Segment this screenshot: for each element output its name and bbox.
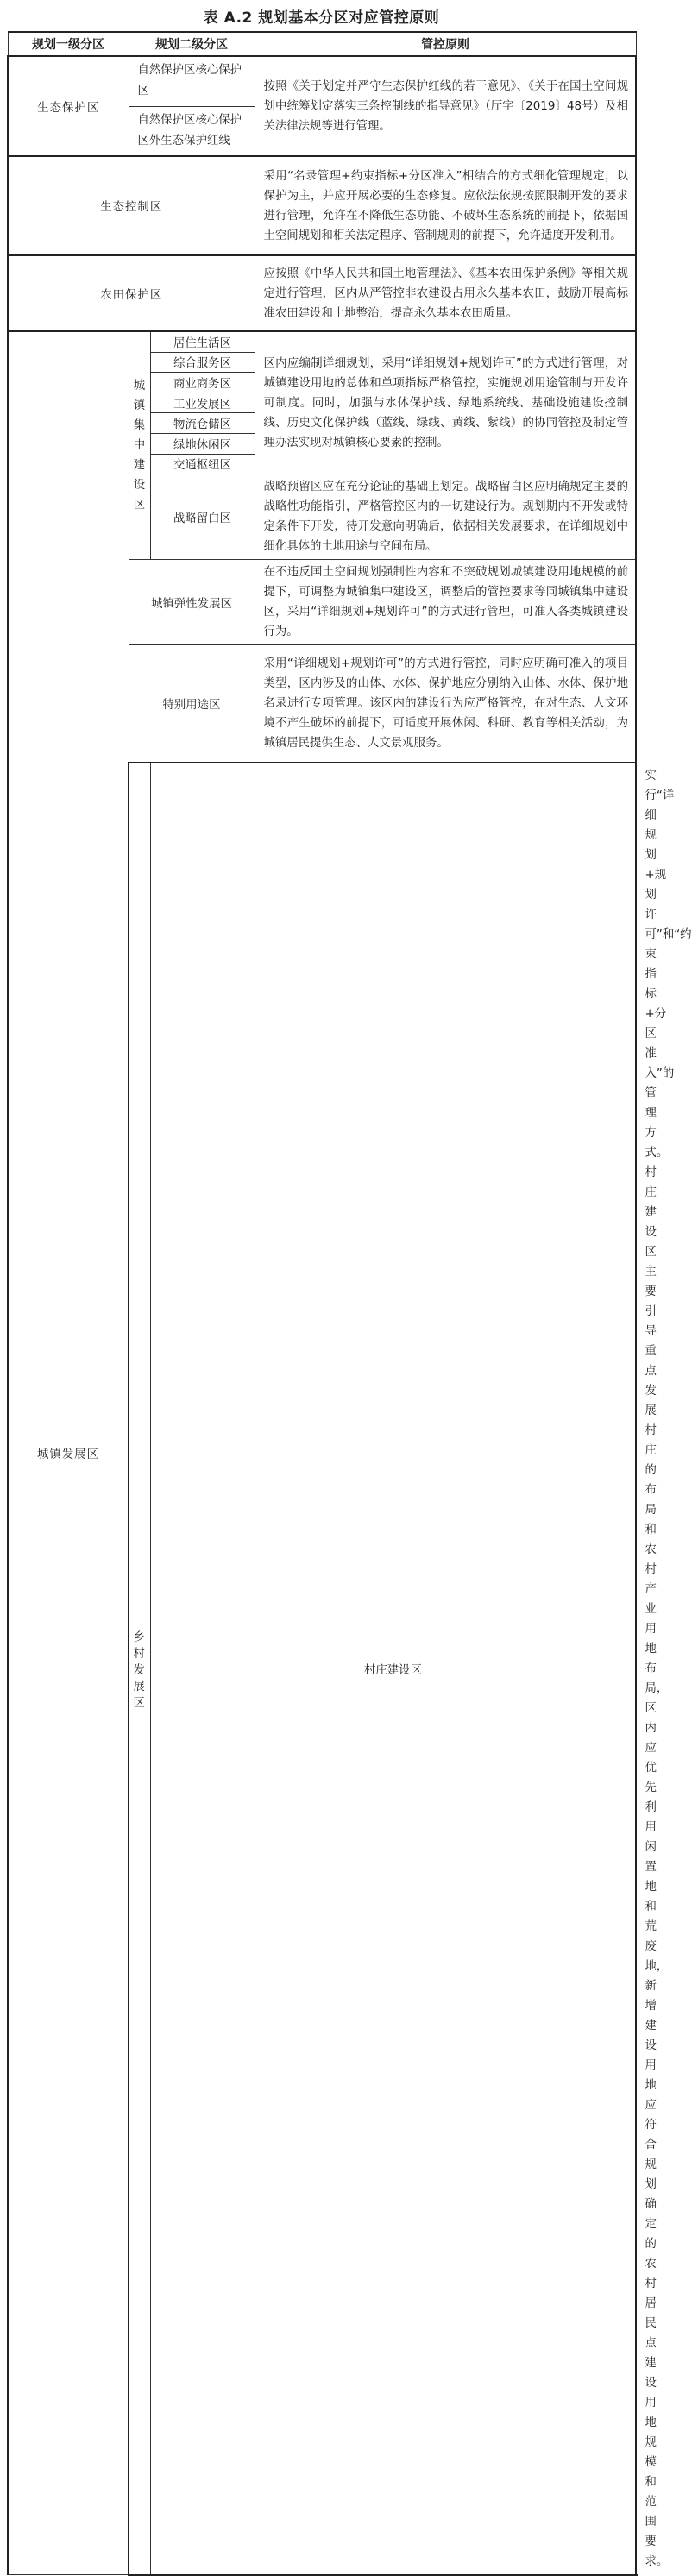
urban-item-logistics: 物流仓储区 — [150, 413, 255, 434]
header-level2: 规划二级分区 — [129, 32, 255, 56]
urban-item-commercial: 商业商务区 — [150, 373, 255, 393]
rural-l1: 乡村发展区 — [129, 763, 150, 2575]
eco-protect-sub-a: 自然保护区核心保护区 — [129, 56, 255, 106]
urban-flexible-principle: 在不违反国土空间规划强制性内容和不突破规划城镇建设用地规模的前提下，可调整为城镇集中建设区，调整后的管控要求等同城镇集中建设区，采用“详细规划+规划许可”的方式进行管理，可准入各类城镇建设行为。 — [255, 560, 636, 645]
rural-l2: 村庄建设区 — [150, 763, 636, 2575]
urban-item-transport: 交通枢纽区 — [150, 454, 255, 474]
header-principle: 管控原则 — [255, 32, 636, 56]
eco-protect-l1: 生态保护区 — [8, 56, 129, 156]
table-title: 表 A.2 规划基本分区对应管控原则 — [203, 9, 440, 27]
urban-flexible: 城镇弹性发展区 — [129, 560, 255, 645]
zoning-table: 规划一级分区 规划二级分区 管控原则 生态保护区 自然保护区核心保护区 按照《关于划定并严守生态保护红线的若干意见》、《关于在国土空间规划中统筹划定落实三条控制线的指导意见》（厅字〔2019〕48号）及相关法律法规等进行管理。 自然保护区核心保护区外生态保护红线 生态控制区 采用“名录管理+约束指标+分区准入”相结合的方式细化管理规定，以保护为主，并应开展必要的生态修复。应依法依规按照限制开发的要求进行管理，允许在不降低生态功能、不破坏生态系统的前提下，依据国土空间规划和相关法定程序、管制规则的前提下，允许适度开发利用。 农田保护区 应按照《中华人民共和国土地管理法》、《基本农田保护条例》等相关规定进行管理，区内从严管控非农建设占用永久基本农田，鼓励开展高标准农田建设和土地整治，提高永久基本农田质量。 城镇发展区 城 镇 集 中 建 设 区 居住生活区 区内应编制详细规划，采用“详细规划+规划许可”的方式进行管理，对城镇建设用地的总体和单项指标严格管控，实施规划用途管制与开发许可制度。同时，加强与水体保护线、绿地系统线、基础设施建设控制线、历史文化保护线（蓝线、绿线、黄线、紫线）的协同管控及制定管理办法实现对城镇核心要素的控制。 综合服务区 商业商务区 工业发展区 物流仓储区 绿地休闲区 交通枢纽区 战略留白区 战略预留区应在充分论证的基础上划定。战略留白区应明确规定主要的战略性功能指引，严格管控区内的一切建设行为。规划期内不开发或特定条件下开发，待开发意向明确后，依据相关发展要求，在详细规划中细化具体的土地用途与空间布局。 城镇弹性发展区 在不违反国土空间规划强制性内容和不突破规划城镇建设用地规模的前提下，可调整为城镇集中建设区，调整后的管控要求等同城镇集中建设区，采用“详细规划+规划许可”的方式进行管理，可准入各类城镇建设行为。 特别用途区 采用“详细规划+规划许可”的方式进行管控，同时应明确可准入的项目类型，区内涉及的山体、水体、保护地应分别纳入山体、水体、保护地名录进行专项管理。该区内的建设行为应严格管控，在对生态、人文环境不产生破坏的前提下，可适度开展休闲、科研、教育等相关活动，为城镇居民提供生态、人文景观服务。 乡村发展区 村庄建设区 实行“详细规划+规划许可”和“约束指标+分区准入”的管理方式。村庄建设区主要引导重点发展村庄的布局和农村产业用地布局，区内应优先利用闲置地和荒废地，新增建设用地应符合规划确定的农村居民点建设用地规模和范围要求。 — [7, 31, 637, 2576]
eco-protect-principle: 按照《关于划定并严守生态保护红线的若干意见》、《关于在国土空间规划中统筹划定落实三条控制线的指导意见》（厅字〔2019〕48号）及相关法律法规等进行管理。 — [255, 56, 636, 156]
urban-strategic: 战略留白区 — [150, 474, 255, 560]
urban-item-service: 综合服务区 — [150, 352, 255, 373]
urban-item-industrial: 工业发展区 — [150, 393, 255, 413]
urban-special: 特别用途区 — [129, 645, 255, 763]
urban-concentrated-label: 城 镇 集 中 建 设 区 — [129, 331, 150, 560]
eco-protect-sub-b: 自然保护区核心保护区外生态保护红线 — [129, 106, 255, 156]
urban-l1: 城镇发展区 — [8, 331, 129, 2575]
eco-control-l1: 生态控制区 — [8, 156, 255, 255]
farmland-principle: 应按照《中华人民共和国土地管理法》、《基本农田保护条例》等相关规定进行管理，区内从严管控非农建设占用永久基本农田，鼓励开展高标准农田建设和土地整治，提高永久基本农田质量。 — [255, 255, 636, 331]
eco-control-principle: 采用“名录管理+约束指标+分区准入”相结合的方式细化管理规定，以保护为主，并应开展必要的生态修复。应依法依规按照限制开发的要求进行管理，允许在不降低生态功能、不破坏生态系统的前提下，依据国土空间规划和相关法定程序、管制规则的前提下，允许适度开发利用。 — [255, 156, 636, 255]
urban-strategic-principle: 战略预留区应在充分论证的基础上划定。战略留白区应明确规定主要的战略性功能指引，严格管控区内的一切建设行为。规划期内不开发或特定条件下开发，待开发意向明确后，依据相关发展要求，在详细规划中细化具体的土地用途与空间布局。 — [255, 474, 636, 560]
urban-special-principle: 采用“详细规划+规划许可”的方式进行管控，同时应明确可准入的项目类型，区内涉及的山体、水体、保护地应分别纳入山体、水体、保护地名录进行专项管理。该区内的建设行为应严格管控，在对生态、人文环境不产生破坏的前提下，可适度开展休闲、科研、教育等相关活动，为城镇居民提供生态、人文景观服务。 — [255, 645, 636, 763]
farmland-l1: 农田保护区 — [8, 255, 255, 331]
urban-items-principle: 区内应编制详细规划，采用“详细规划+规划许可”的方式进行管理，对城镇建设用地的总体和单项指标严格管控，实施规划用途管制与开发许可制度。同时，加强与水体保护线、绿地系统线、基础设施建设控制线、历史文化保护线（蓝线、绿线、黄线、紫线）的协同管控及制定管理办法实现对城镇核心要素的控制。 — [255, 331, 636, 474]
urban-item-residential: 居住生活区 — [150, 331, 255, 352]
header-level1: 规划一级分区 — [8, 32, 129, 56]
urban-item-green: 绿地休闲区 — [150, 433, 255, 454]
